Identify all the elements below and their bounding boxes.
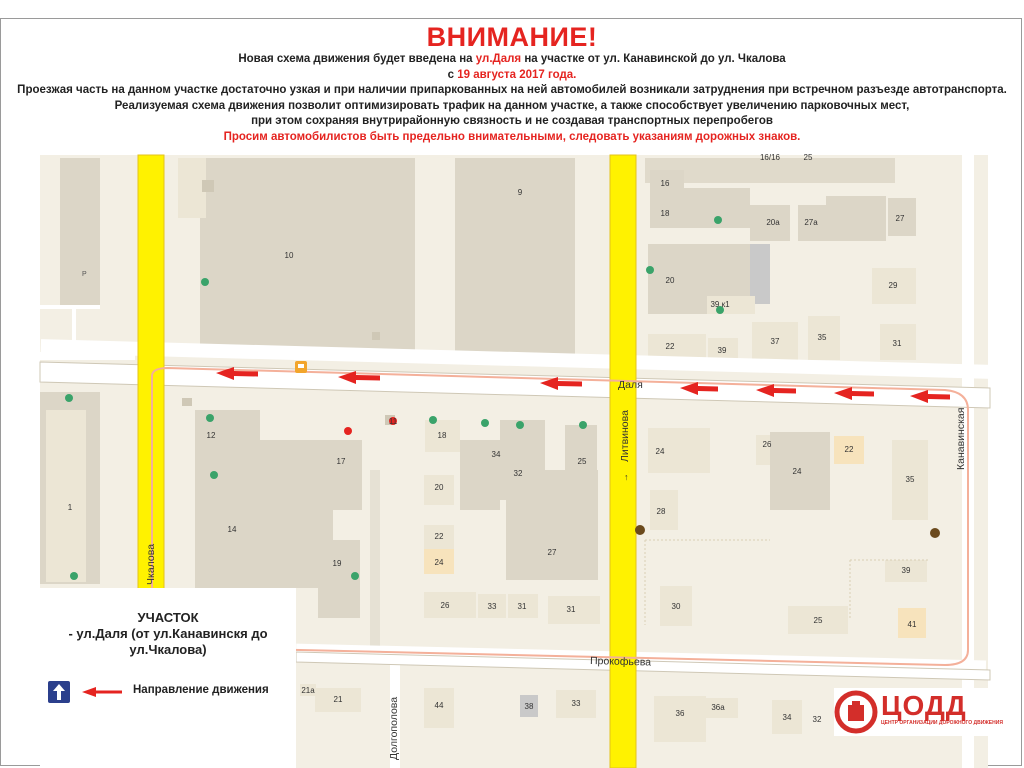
building-number: 38 xyxy=(524,702,534,711)
building-number: 32 xyxy=(513,469,523,478)
building-number: 1 xyxy=(67,503,73,512)
direction-arrow-icon xyxy=(82,687,122,697)
building-number: 32 xyxy=(812,715,822,724)
building-number: 29 xyxy=(888,281,898,290)
notice-line-4: Реализуемая схема движения позволит оптимизировать трафик на данном участке, а также способствует увеличению парковочных мест, xyxy=(114,99,910,112)
legend-box xyxy=(40,588,296,768)
notice-street: ул.Даля xyxy=(475,53,522,65)
building-number: 14 xyxy=(227,525,237,534)
notice-line-1-start: Новая схема движения будет введена на xyxy=(238,53,476,65)
pharmacy-icon xyxy=(351,572,359,580)
legend-section-line-1: - ул.Даля (от ул.Канавинскя до xyxy=(68,626,268,641)
building-number: 35 xyxy=(905,475,915,484)
bus-stop-icon xyxy=(295,361,307,373)
notice-line-6: Просим автомобилистов быть предельно внимательными, следовать указаниям дорожных знаков. xyxy=(223,130,801,143)
shop-icon xyxy=(210,471,218,479)
street-label-chkalova: Чкалова xyxy=(145,543,157,585)
building-number: 39 xyxy=(901,566,911,575)
building-number: 16/16 xyxy=(759,153,781,162)
building-number: 20 xyxy=(434,483,444,492)
shop-icon xyxy=(481,419,489,427)
building-number: 12 xyxy=(206,431,216,440)
building-number: 39 xyxy=(717,346,727,355)
codd-logo-title: ЦОДД xyxy=(881,690,967,721)
building-number: 27а xyxy=(804,218,818,227)
street-label-litvinova: Литвинова xyxy=(619,410,631,462)
notice-header xyxy=(0,22,1024,145)
building-number: 31 xyxy=(566,605,576,614)
building-number: 31 xyxy=(517,602,527,611)
notice-date: 19 августа 2017 года. xyxy=(457,68,577,81)
notice-line-3: Проезжая часть на данном участке достаточно узкая и при наличии припаркованных на ней автомобилей возникали затруднения при встречном разъезде автотранспорта. xyxy=(17,84,1007,96)
building-number: 25 xyxy=(577,457,587,466)
parking-label: P xyxy=(82,271,87,278)
pharmacy-icon xyxy=(70,572,78,580)
pharmacy-icon xyxy=(714,216,722,224)
place-marker-icon xyxy=(635,525,645,535)
building-number: 34 xyxy=(491,450,501,459)
building-number: 21 xyxy=(333,695,343,704)
building-number: 18 xyxy=(437,431,447,440)
shop-icon xyxy=(201,278,209,286)
building-number: 20 xyxy=(665,276,675,285)
building-number: 19 xyxy=(332,559,342,568)
street-label-kanavinskaya: Канавинская xyxy=(955,407,967,470)
building-number: 24 xyxy=(434,558,444,567)
building-number: 28 xyxy=(656,507,666,516)
building-number: 11 xyxy=(388,417,398,426)
building-number: 30 xyxy=(671,602,681,611)
pharmacy-icon xyxy=(646,266,654,274)
notice-title: ВНИМАНИЕ! xyxy=(426,22,598,52)
building-number: 44 xyxy=(434,701,444,710)
building-number: 37 xyxy=(770,337,780,346)
up-arrow-icon: ↑ xyxy=(624,472,629,482)
building-number: 22 xyxy=(434,532,444,541)
street-label-prokofyeva: Прокофьева xyxy=(589,655,652,669)
street-label-dalya: Даля xyxy=(618,379,643,391)
building-number: 22 xyxy=(844,445,854,454)
building-number: 20а xyxy=(766,218,780,227)
building-number: 36а xyxy=(711,703,725,712)
legend-section xyxy=(40,610,296,658)
building-number: 22 xyxy=(665,342,675,351)
shop-icon xyxy=(65,394,73,402)
shop-icon xyxy=(429,416,437,424)
hospital-icon xyxy=(344,427,352,435)
building-number: 16 xyxy=(660,179,670,188)
building-number: 33 xyxy=(487,602,497,611)
pharmacy-icon xyxy=(579,421,587,429)
building-number: 33 xyxy=(571,699,581,708)
building-number: 26 xyxy=(440,601,450,610)
building-number: 41 xyxy=(907,620,917,629)
codd-logo xyxy=(834,688,1003,736)
street-label-dolgopolova: Долгополова xyxy=(388,696,400,760)
building-number: 26 xyxy=(762,440,772,449)
one-way-sign-icon xyxy=(48,681,70,703)
building-number: 39 к1 xyxy=(710,300,730,309)
notice-line-2 xyxy=(0,68,1024,84)
building-number: 27 xyxy=(895,214,905,223)
codd-logo-subtitle: ЦЕНТР ОРГАНИЗАЦИИ ДОРОЖНОГО ДВИЖЕНИЯ xyxy=(881,720,1003,726)
shop-icon xyxy=(516,421,524,429)
building-number: 21а xyxy=(301,686,315,695)
building-number: 17 xyxy=(336,457,346,466)
place-marker-icon xyxy=(930,528,940,538)
building-number: 25 xyxy=(813,616,823,625)
notice-line-5: при этом сохраняя внутрирайонную связность и не создавая транспортных перепробегов xyxy=(251,115,773,127)
notice-line-1 xyxy=(0,52,1024,68)
building-number: 34 xyxy=(782,713,792,722)
codd-emblem-icon xyxy=(837,693,875,731)
building-number: 25 xyxy=(803,153,813,162)
notice-date-prefix: с xyxy=(447,68,458,81)
legend-direction-item xyxy=(40,680,296,704)
building-number: 24 xyxy=(792,467,802,476)
notice-line-1-end: на участке от ул. Канавинской до ул. Чкалова xyxy=(521,53,786,65)
building-number: 27 xyxy=(547,548,557,557)
shop-icon xyxy=(206,414,214,422)
legend-direction-label: Направление движения xyxy=(133,684,269,696)
building-number: 31 xyxy=(892,339,902,348)
building-number: 10 xyxy=(284,251,294,260)
building-number: 35 xyxy=(817,333,827,342)
building-number: 9 xyxy=(517,188,523,197)
building-number: 18 xyxy=(660,209,670,218)
legend-section-title: УЧАСТОК xyxy=(137,610,199,625)
legend-section-line-2: ул.Чкалова) xyxy=(129,642,207,657)
building-number: 36 xyxy=(675,709,685,718)
building-number: 24 xyxy=(655,447,665,456)
